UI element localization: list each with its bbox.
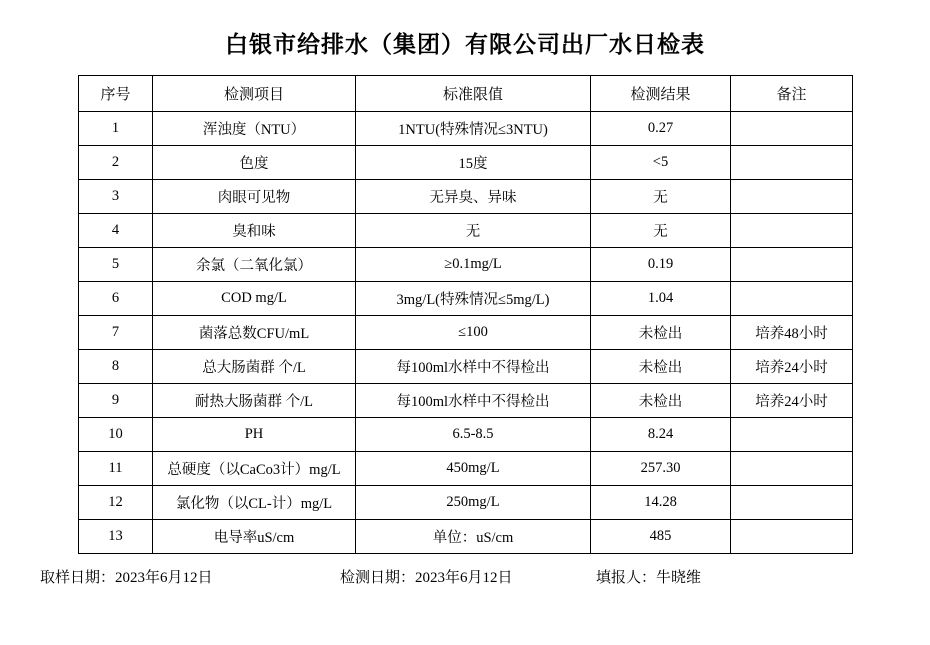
cell-limit: ≤100 (356, 316, 591, 350)
cell-remark (731, 214, 853, 248)
document-footer (0, 566, 930, 590)
reporter-name: 填报人：牛晓维 (596, 570, 702, 586)
cell-limit: 每100ml水样中不得检出 (356, 350, 591, 384)
cell-no: 1 (79, 112, 153, 146)
cell-result: 14.28 (591, 486, 731, 520)
cell-no: 5 (79, 248, 153, 282)
cell-remark: 培养24小时 (731, 350, 853, 384)
column-header-result: 检测结果 (591, 76, 731, 112)
cell-limit: 无 (356, 214, 591, 248)
cell-remark (731, 180, 853, 214)
cell-result: 257.30 (591, 452, 731, 486)
cell-remark (731, 112, 853, 146)
table-row (79, 282, 853, 316)
cell-limit: 250mg/L (356, 486, 591, 520)
table-row (79, 316, 853, 350)
water-quality-table (78, 75, 853, 554)
cell-limit: 3mg/L(特殊情况≤5mg/L) (356, 282, 591, 316)
cell-no: 4 (79, 214, 153, 248)
cell-no: 2 (79, 146, 153, 180)
table-row (79, 452, 853, 486)
table-row (79, 248, 853, 282)
cell-item: 电导率uS/cm (153, 520, 356, 554)
column-header-limit: 标准限值 (356, 76, 591, 112)
cell-limit: 每100ml水样中不得检出 (356, 384, 591, 418)
cell-item: 臭和味 (153, 214, 356, 248)
test-date: 检测日期：2023年6月12日 (340, 570, 513, 586)
cell-item: PH (153, 418, 356, 452)
cell-no: 13 (79, 520, 153, 554)
cell-remark (731, 486, 853, 520)
cell-item: 耐热大肠菌群 个/L (153, 384, 356, 418)
cell-result: 0.19 (591, 248, 731, 282)
cell-item: 浑浊度（NTU） (153, 112, 356, 146)
cell-remark (731, 452, 853, 486)
table-row (79, 486, 853, 520)
cell-remark (731, 248, 853, 282)
cell-result: 1.04 (591, 282, 731, 316)
cell-no: 11 (79, 452, 153, 486)
cell-remark: 培养48小时 (731, 316, 853, 350)
cell-result: 未检出 (591, 350, 731, 384)
cell-item: 氯化物（以CL-计）mg/L (153, 486, 356, 520)
cell-limit: 1NTU(特殊情况≤3NTU) (356, 112, 591, 146)
cell-item: 色度 (153, 146, 356, 180)
table-row (79, 350, 853, 384)
page-title: 白银市给排水（集团）有限公司出厂水日检表 (225, 32, 705, 57)
column-header-remark: 备注 (731, 76, 853, 112)
table-header-row (79, 76, 853, 112)
cell-remark (731, 418, 853, 452)
cell-result: 485 (591, 520, 731, 554)
cell-remark (731, 282, 853, 316)
cell-limit: 15度 (356, 146, 591, 180)
table-row (79, 418, 853, 452)
cell-item: 余氯（二氧化氯） (153, 248, 356, 282)
column-header-item: 检测项目 (153, 76, 356, 112)
table-header (79, 76, 853, 112)
cell-no: 12 (79, 486, 153, 520)
cell-limit: 单位：uS/cm (356, 520, 591, 554)
sample-date: 取样日期：2023年6月12日 (40, 570, 213, 586)
cell-item: COD mg/L (153, 282, 356, 316)
cell-result: <5 (591, 146, 731, 180)
cell-remark: 培养24小时 (731, 384, 853, 418)
table-row (79, 520, 853, 554)
cell-remark (731, 520, 853, 554)
cell-item: 总硬度（以CaCo3计）mg/L (153, 452, 356, 486)
column-header-no: 序号 (79, 76, 153, 112)
cell-remark (731, 146, 853, 180)
report-table-container (0, 75, 930, 554)
table-row (79, 146, 853, 180)
cell-no: 10 (79, 418, 153, 452)
cell-result: 无 (591, 180, 731, 214)
table-row (79, 214, 853, 248)
cell-limit: ≥0.1mg/L (356, 248, 591, 282)
cell-result: 8.24 (591, 418, 731, 452)
table-row (79, 180, 853, 214)
cell-no: 7 (79, 316, 153, 350)
cell-result: 0.27 (591, 112, 731, 146)
cell-item: 总大肠菌群 个/L (153, 350, 356, 384)
cell-limit: 6.5-8.5 (356, 418, 591, 452)
cell-no: 6 (79, 282, 153, 316)
cell-no: 9 (79, 384, 153, 418)
cell-item: 肉眼可见物 (153, 180, 356, 214)
cell-limit: 无异臭、异味 (356, 180, 591, 214)
cell-no: 8 (79, 350, 153, 384)
cell-item: 菌落总数CFU/mL (153, 316, 356, 350)
cell-result: 无 (591, 214, 731, 248)
cell-result: 未检出 (591, 384, 731, 418)
cell-result: 未检出 (591, 316, 731, 350)
cell-no: 3 (79, 180, 153, 214)
table-row (79, 384, 853, 418)
table-row (79, 112, 853, 146)
cell-limit: 450mg/L (356, 452, 591, 486)
table-body (79, 112, 853, 554)
